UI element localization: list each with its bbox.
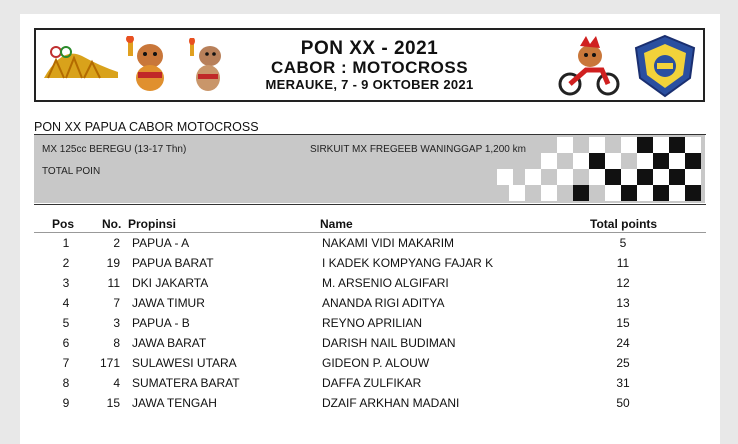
points-cell: 11: [616, 256, 630, 270]
table-row: [20, 396, 720, 416]
pos-cell: 5: [62, 316, 70, 330]
race-info-panel: [34, 135, 705, 203]
no-cell: 15: [106, 396, 120, 410]
pos-cell: 4: [62, 296, 70, 310]
no-cell: 11: [107, 276, 120, 290]
table-row: [20, 356, 720, 376]
points-cell: 13: [616, 296, 630, 310]
class-label: MX 125cc BEREGU (13-17 Thn): [42, 144, 187, 155]
name-cell: DZAIF ARKHAN MADANI: [322, 396, 460, 410]
province-cell: SUMATERA BARAT: [132, 376, 240, 390]
name-cell: NAKAMI VIDI MAKARIM: [322, 236, 455, 250]
points-cell: 15: [616, 316, 630, 330]
pos-cell: 3: [62, 276, 70, 290]
header-pos: Pos: [52, 217, 75, 231]
points-cell: 25: [616, 356, 630, 370]
name-cell: M. ARSENIO ALGIFARI: [322, 276, 449, 290]
province-cell: JAWA TENGAH: [132, 396, 217, 410]
points-cell: 12: [616, 276, 630, 290]
event-location-date: MERAUKE, 7 - 9 OKTOBER 2021: [265, 77, 474, 92]
event-title: PON XX - 2021: [300, 38, 439, 59]
province-cell: PAPUA BARAT: [132, 256, 214, 270]
pos-cell: 6: [62, 336, 70, 350]
points-cell: 5: [619, 236, 627, 250]
table-row: [20, 296, 720, 316]
points-cell: 24: [616, 336, 630, 350]
section-title: PON XX PAPUA CABOR MOTOCROSS: [34, 120, 259, 134]
no-cell: 19: [106, 256, 120, 270]
pos-cell: 8: [62, 376, 70, 390]
name-cell: DARISH NAIL BUDIMAN: [322, 336, 456, 350]
name-cell: DAFFA ZULFIKAR: [322, 376, 422, 390]
table-row: [20, 376, 720, 396]
mascot-motorbike-icon: [556, 34, 622, 98]
points-cell: 50: [616, 396, 630, 410]
pos-cell: 7: [62, 356, 70, 370]
pos-cell: 9: [62, 396, 70, 410]
table-row: [20, 276, 720, 296]
header-name: Name: [320, 217, 353, 231]
province-cell: DKI JAKARTA: [132, 276, 209, 290]
table-row: [20, 256, 720, 276]
results-sheet: [20, 14, 720, 444]
province-cell: JAWA TIMUR: [132, 296, 205, 310]
pos-cell: 2: [62, 256, 70, 270]
pos-cell: 1: [62, 236, 70, 250]
header-province: Propinsi: [128, 217, 177, 231]
circuit-label: SIRKUIT MX FREGEEB WANINGGAP 1,200 km: [310, 144, 526, 155]
province-cell: PAPUA - B: [132, 316, 190, 330]
province-cell: JAWA BARAT: [132, 336, 207, 350]
name-cell: REYNO APRILIAN: [322, 316, 423, 330]
name-cell: ANANDA RIGI ADITYA: [322, 296, 445, 310]
imi-badge-icon: [632, 34, 698, 98]
no-cell: 2: [113, 236, 120, 250]
no-cell: 171: [99, 356, 120, 370]
points-cell: 31: [616, 376, 630, 390]
name-cell: GIDEON P. ALOUW: [322, 356, 430, 370]
table-row: [20, 316, 720, 336]
no-cell: 7: [113, 296, 120, 310]
province-cell: SULAWESI UTARA: [132, 356, 237, 370]
total-points-label: TOTAL POIN: [42, 166, 101, 177]
province-cell: PAPUA - A: [132, 236, 190, 250]
table-row: [20, 336, 720, 356]
no-cell: 3: [113, 316, 120, 330]
event-subtitle: CABOR : MOTOCROSS: [270, 58, 469, 77]
checkered-flag-icon: [457, 137, 705, 201]
table-row: [20, 236, 720, 256]
event-banner: [34, 28, 705, 102]
no-cell: 4: [113, 376, 120, 390]
name-cell: I KADEK KOMPYANG FAJAR K: [322, 256, 494, 270]
header-no: No.: [102, 217, 122, 231]
no-cell: 8: [113, 336, 120, 350]
panel-divider: [34, 204, 706, 205]
header-points: Total points: [590, 217, 658, 231]
header-divider: [34, 232, 706, 233]
